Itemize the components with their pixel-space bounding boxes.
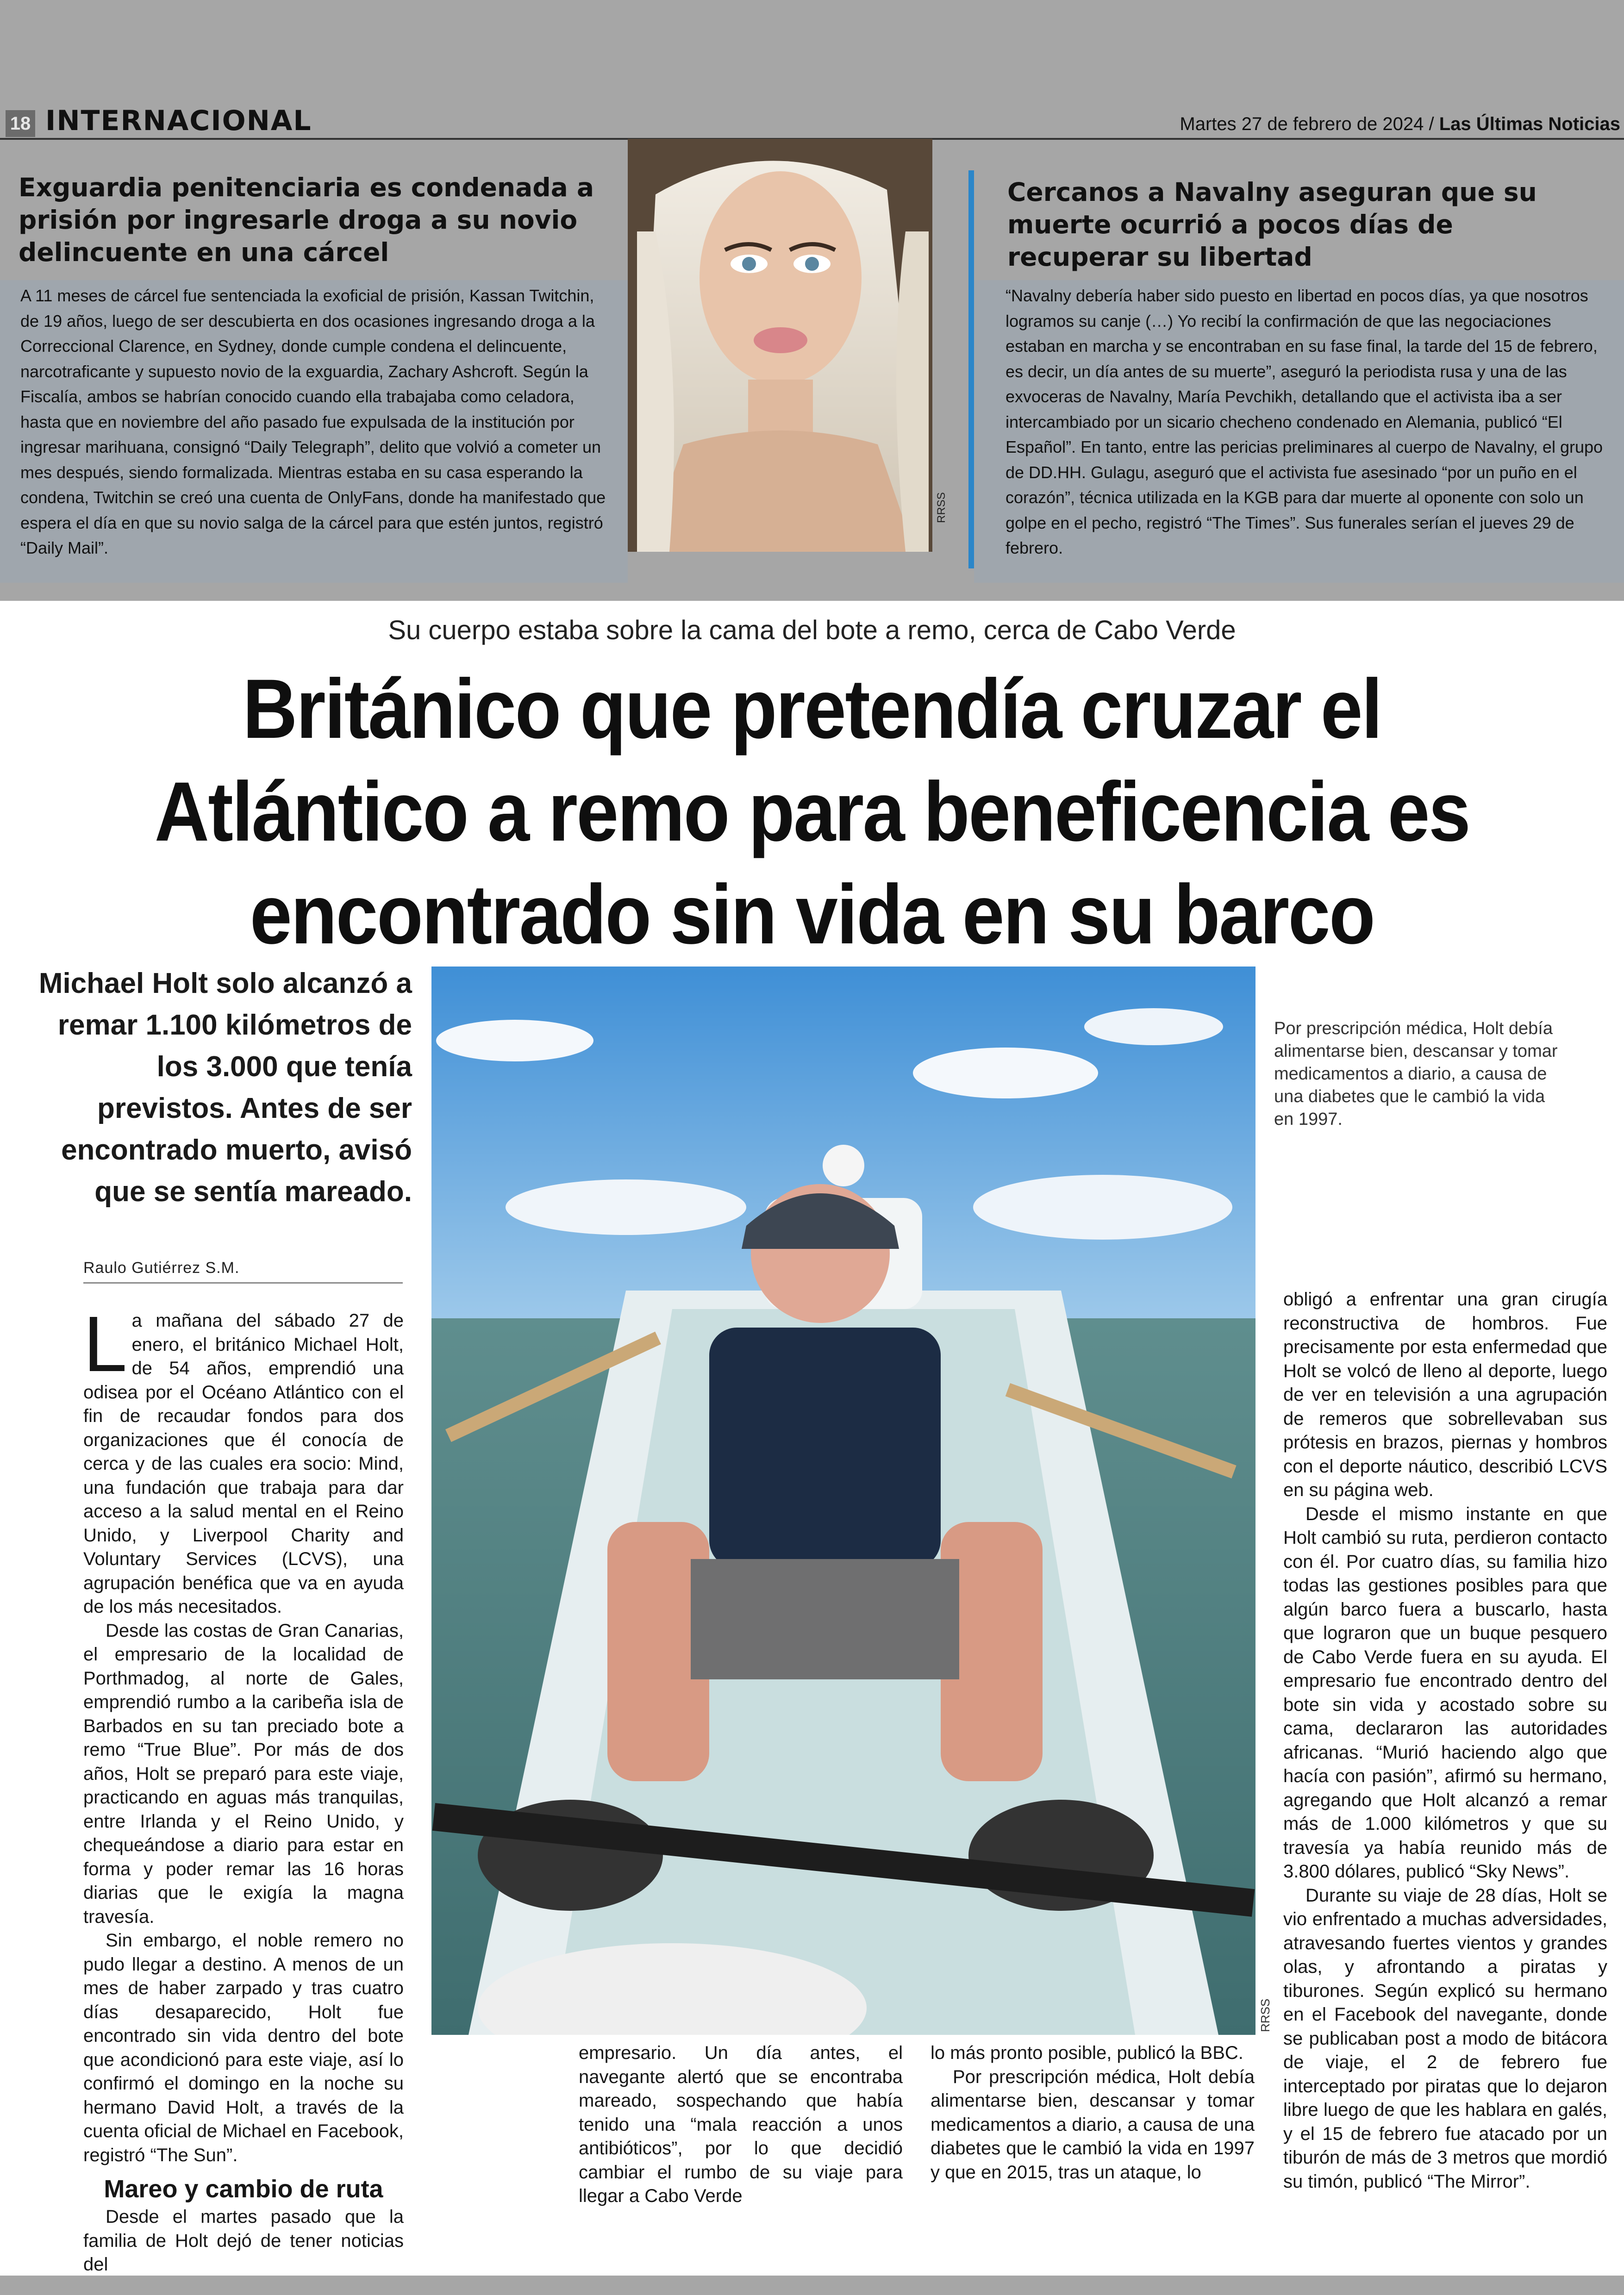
paragraph: lo más pronto posible, publicó la BBC. — [931, 2043, 1243, 2063]
paragraph: Desde el mismo instante en que Holt cambió su ruta, perdieron contacto con él. Por cuatro días, su familia hizo todas las gestiones posibles para que algún barco fuera a buscarlo, hasta que lograron que un buque pesquero de Cabo Verde fuera en su ayuda. El empresario fue encontrado dentro del bote sin vida y acostado sobre su cama, declararon las autoridades africanas. “Murió haciendo algo que hacía con pasión”, afirmó su hermano, agregando que Holt alcanzó a remar más de 1.000 kilómetros y que su travesía ya había reunido más de 3.800 dólares, publicó “Sky News”. — [1283, 1503, 1607, 1882]
brief-left-title: Exguardia penitenciaria es condenada a prisión por ingresarle droga a su novio delincuente en una cárcel — [19, 173, 594, 267]
article-column-3 — [931, 2041, 1255, 2184]
article-headline: Británico que pretendía cruzar el Atlántico a remo para beneficencia es encontrado sin vida en su barco — [154, 661, 1470, 961]
article-column-2 — [579, 2041, 903, 2208]
date: Martes 27 de febrero de 2024 / — [1180, 114, 1434, 134]
paragraph: empresario. Un día antes, el navegante alertó que se encontraba mareado, sospechando que había tenido una “mala reacción a unos antibióticos”, por lo que decidió cambiar el rumbo de su viaje para llegar a Cabo Verde — [579, 2043, 903, 2206]
article-kicker: Su cuerpo estaba sobre la cama del bote a remo, cerca de Cabo Verde — [388, 615, 1236, 645]
dateline — [1180, 114, 1620, 135]
paragraph: Desde las costas de Gran Canarias, el empresario de la localidad de Porthmadog, al norte de Gales, emprendió rumbo a la caribeña isla de Barbados en su tan preciado bote a remo “True Blue”. Por más de dos años, Holt se preparó para este viaje, practicando en aguas más tranquilas, entre Irlanda y el Reino Unido, y chequeándose a diario para estar en forma y poder remar las 16 horas diarias que le exigía la magna travesía. — [83, 1620, 404, 1927]
paragraph: Sin embargo, el noble remero no pudo llegar a destino. A menos de un mes de haber zarpado y tras cuatro días desaparecido, Holt fue encontrado sin vida dentro del bote que acondicionó para este viaje, así lo confirmó el domingo en la noche su hermano David Holt, a través de la cuenta oficial de Michael en Facebook, registró “The Sun”. — [83, 1930, 404, 2165]
byline: Raulo Gutiérrez S.M. — [83, 1259, 240, 1277]
paragraph: Desde el martes pasado que la familia de Holt dejó de tener noticias del — [83, 2207, 404, 2275]
rower-photo-credit: RRSS — [1258, 1998, 1272, 2032]
article-column-4 — [1283, 1288, 1607, 2194]
page-number: 18 — [6, 110, 35, 137]
brief-left-body: A 11 meses de cárcel fue sentenciada la exoficial de prisión, Kassan Twitchin, de 19 años, luego de ser descubierta en dos ocasiones ingresando droga a la Correccional Clarence, en Sydney, donde cumple condena el delincuente, narcotraficante y supuesto novio de la exguardia, Zachary Ashcroft. Según la Fiscalía, ambos se habrían conocido cuando ella trabajaba como celadora, hasta que en noviembre del año pasado fue expulsada de la institución por ingresar marihuana, consignó “Daily Telegraph”, delito que volvió a cometer un mes después, siendo formalizada. Mientras estaba en su casa esperando la condena, Twitchin se creó una cuenta de OnlyFans, donde ha manifestado que espera el día en que su novio salga de la cárcel para que estén juntos, registró “Daily Mail”. — [20, 286, 606, 557]
article-deck: Michael Holt solo alcanzó a remar 1.100 kilómetros de los 3.000 que tenía previstos. Antes de ser encontrado muerto, avisó que se sentía mareado. — [38, 967, 412, 1208]
paragraph: La mañana del sábado 27 de enero, el británico Michael Holt, de 54 años, emprendió una odisea por el Océano Atlántico con el fin de recaudar fondos para dos organizaciones que él conocía de cerca y de las cuales era socio: Mind, una fundación que trabaja para dar acceso a la salud mental en el Reino Unido, y Liverpool Charity and Voluntary Services (LCVS), una agrupación benéfica que va en ayuda de los más necesitados. — [83, 1300, 404, 1617]
subheading: Mareo y cambio de ruta — [104, 2175, 383, 2203]
publication-name: Las Últimas Noticias — [1439, 114, 1620, 134]
section-title: INTERNACIONAL — [45, 105, 312, 137]
brief-right-body: “Navalny debería haber sido puesto en libertad en pocos días, ya que nosotros logramos su canje (…) Yo recibí la confirmación de que las negociaciones estaban en marcha y se encontraban en su fase final, la tarde del 15 de febrero, es decir, un día antes de su muerte”, aseguró la periodista rusa y una de las exvoceras de Navalny, María Pevchikh, detallando que el activista iba a ser intercambiado por un sicario checheno condenado en Alemania, publicó “El Español”. En tanto, entre las pericias preliminares al cuerpo de Navalny, el grupo de DD.HH. Gulagu, aseguró que el activista fue asesinado “por un puño en el corazón”, técnica utilizada en la KGB para dar muerte al oponente con solo un golpe en el pecho, registró “The Times”. Sus funerales serían el jueves 29 de febrero. — [1006, 286, 1603, 557]
brief-right-accent-bar — [968, 170, 974, 568]
paragraph: obligó a enfrentar una gran cirugía reconstructiva de hombros. Fue precisamente por esta enfermedad que Holt se volcó de lleno al deporte, luego de ver en televisión a una agrupación de remeros que sobrellevaban sus prótesis en brazos, piernas y hombros con el deporte náutico, describió LCVS en su página web. — [1283, 1289, 1607, 1500]
rower-photo — [431, 967, 1255, 2035]
portrait-photo-credit: RRSS — [935, 492, 948, 523]
paragraph: Durante su viaje de 28 días, Holt se vio enfrentado a muchas adversidades, atravesando fuertes vientos y grandes olas, y afrontando a piratas y tiburones. Según explicó su hermano en el Facebook del navegante, donde se publicaban post a modo de bitácora de viaje, el 2 de febrero fue interceptado por piratas que lo dejaron libre luego de que les hablara en galés, y el 15 de febrero fue atacado por un tiburón de más de 3 metros que mordió su timón, publicó “The Mirror”. — [1283, 1885, 1607, 2192]
photo-caption: Por prescripción médica, Holt debía alimentarse bien, descansar y tomar medicamentos a diario, a causa de una diabetes que le cambió la vida en 1997. — [1274, 1019, 1558, 1129]
paragraph: Por prescripción médica, Holt debía alimentarse bien, descansar y tomar medicamentos a diario, a causa de una diabetes que le cambió la vida en 1997 y que en 2015, tras un ataque, lo — [931, 2066, 1255, 2183]
rower-illustration — [431, 967, 1255, 2035]
portrait-photo — [628, 139, 932, 552]
article-column-1 — [83, 1300, 404, 2277]
byline-rule — [83, 1282, 403, 1284]
brief-right-title: Cercanos a Navalny aseguran que su muerte ocurrió a pocos días de recuperar su libertad — [1007, 177, 1537, 272]
portrait-illustration — [628, 139, 932, 552]
